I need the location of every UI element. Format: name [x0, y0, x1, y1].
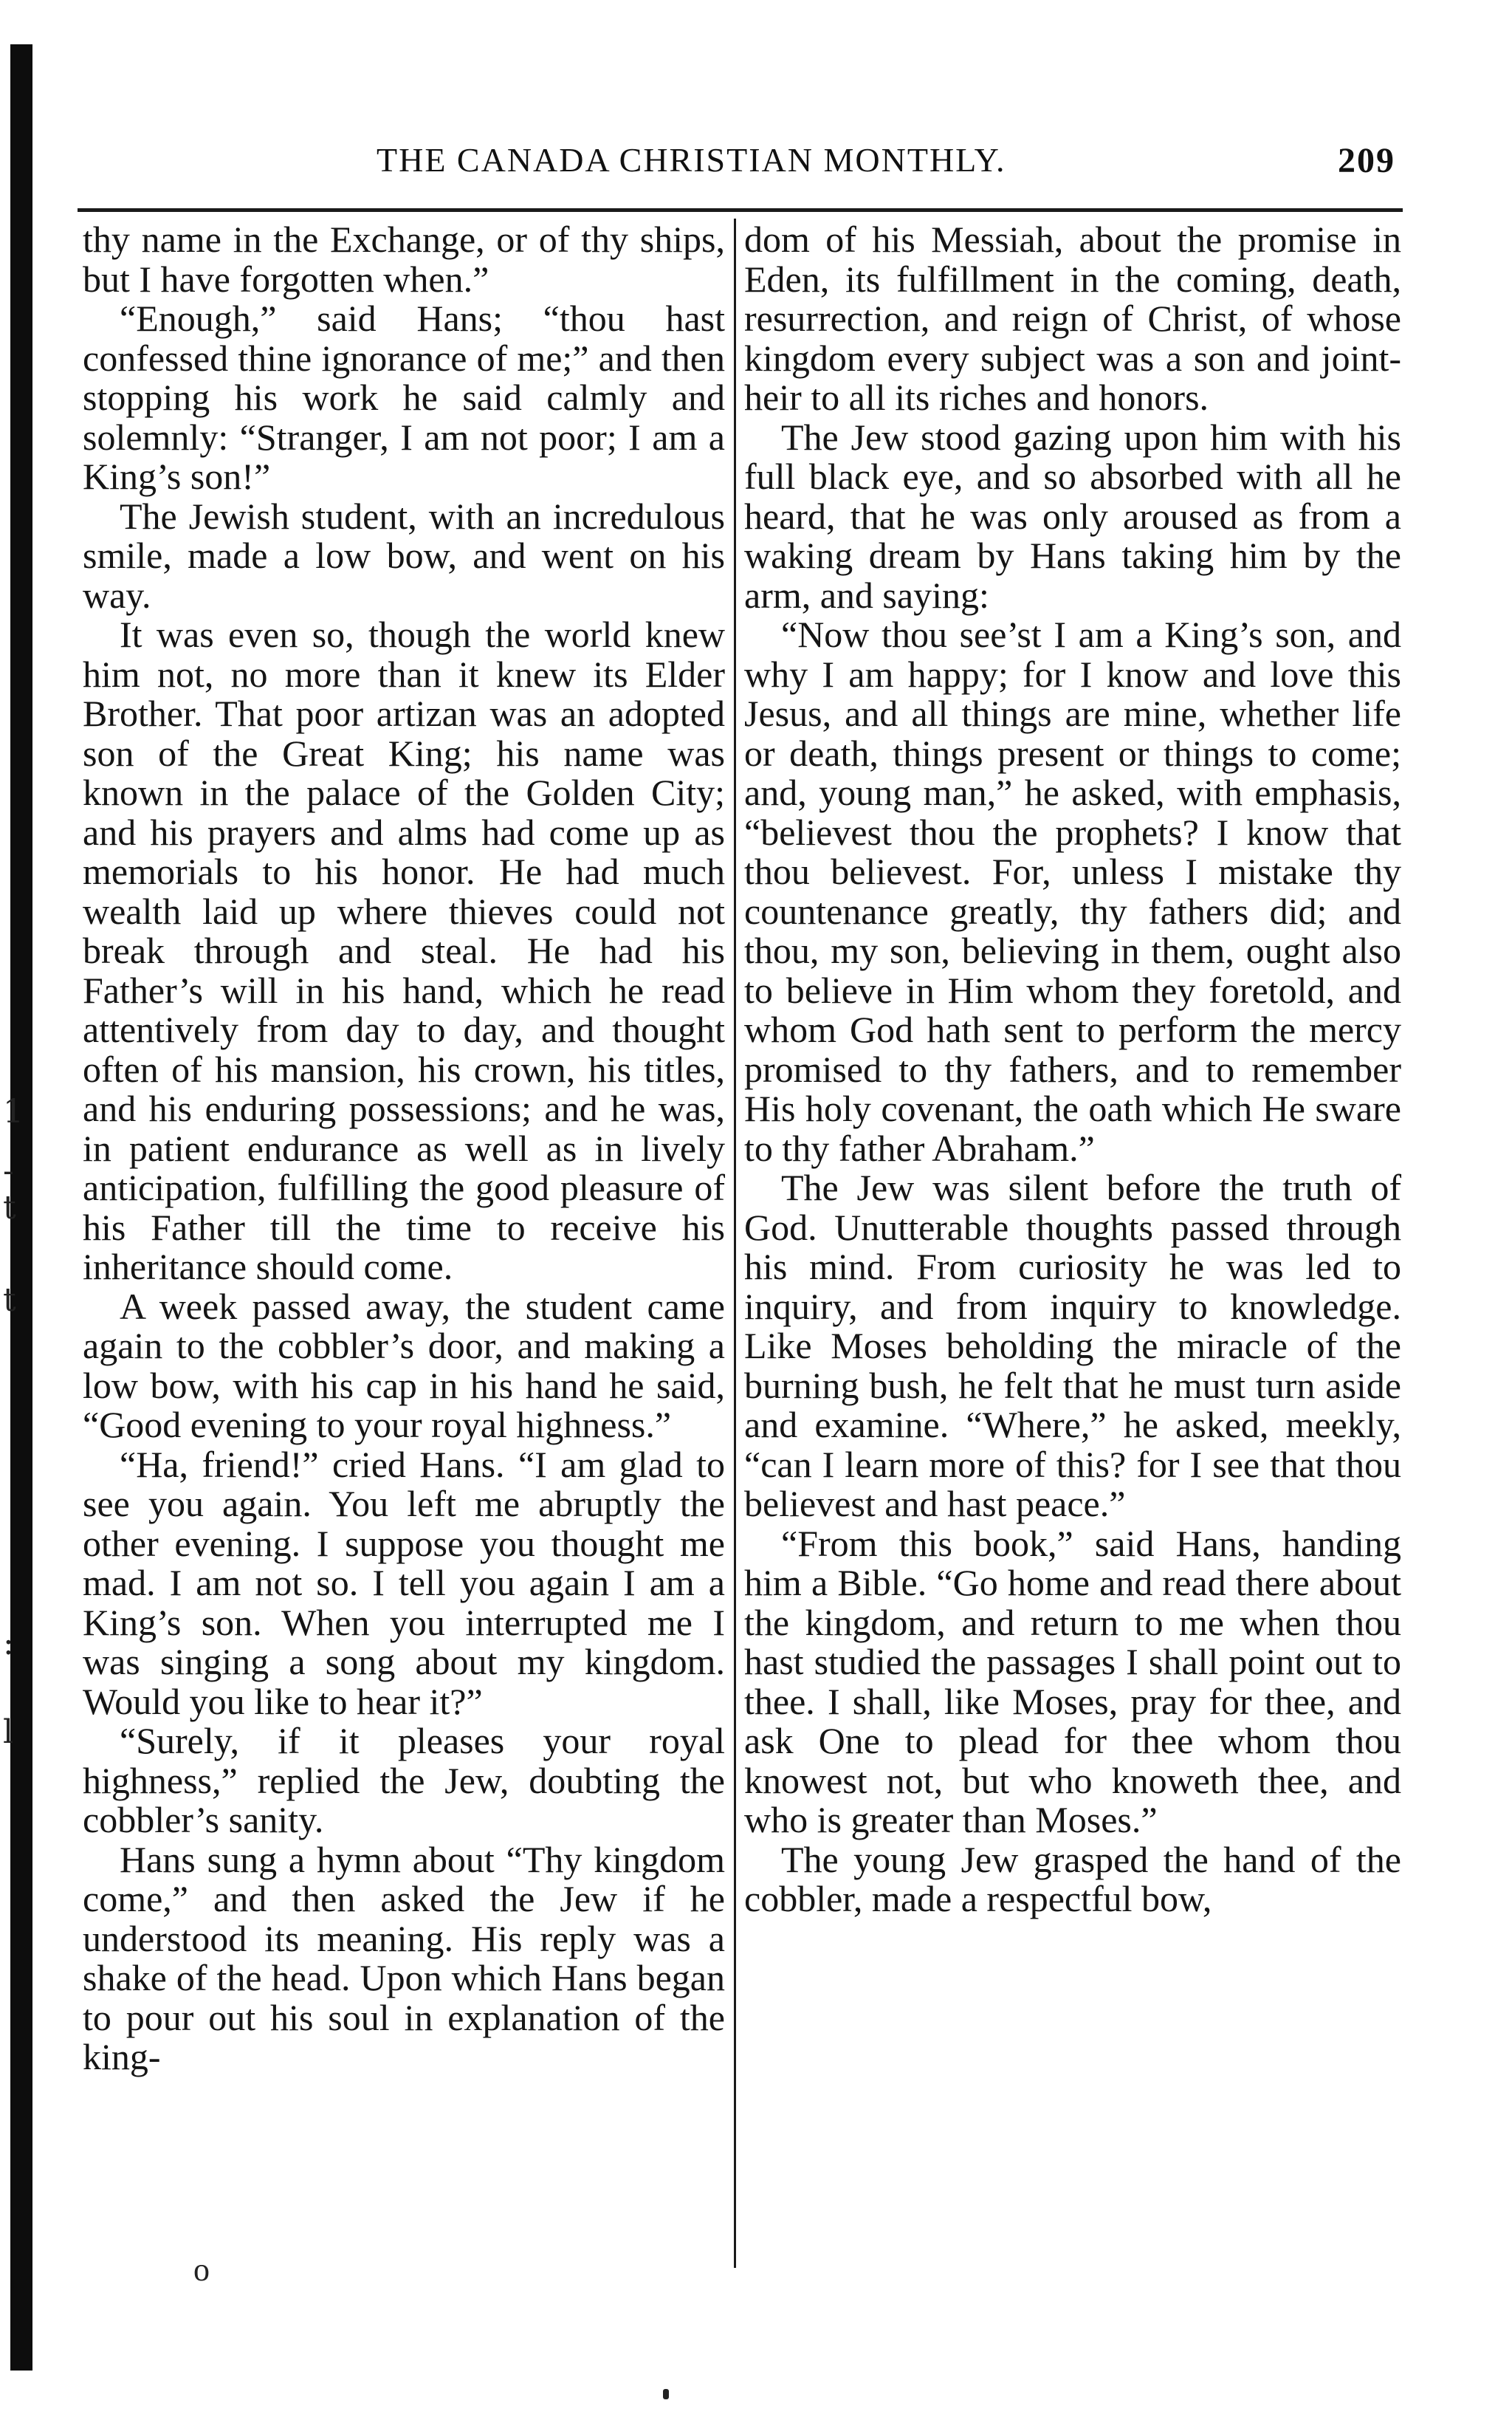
paragraph: “Ha, friend!” cried Hans. “I am glad to see you again. You left me abruptly the other evening. I suppose you thought me mad. I am not so. I tell you again I am a King’s son. When you interrupted me I was singing a song about my kingdom. Would you like to hear it?” [83, 1443, 725, 1722]
column-divider [734, 219, 736, 2268]
page-number: 209 [1338, 141, 1395, 180]
paragraph: “From this book,” said Hans, handing him a Bible. “Go home and read there about the kingdom, and return to me when thou hast studied the passages I shall point out to thee. I shall, like Moses, pray for thee, and ask One to plead for thee whom thou knowest not, but who knoweth thee, and who is greater than Moses.” [744, 1522, 1401, 1840]
paragraph: “Surely, if it pleases your royal highness,” replied the Jew, doubting the cobbler’s sanity. [83, 1720, 725, 1840]
left-column [83, 220, 725, 2077]
paragraph: Hans sung a hymn about “Thy kingdom come,” and then asked the Jew if he understood its meaning. His reply was a shake of the head. Upon which Hans began to pour out his soul in explanation of the king- [83, 1838, 725, 2077]
paragraph: thy name in the Exchange, or of thy ships, but I have forgotten when.” [83, 219, 725, 300]
print-speck [663, 2389, 669, 2399]
paragraph: It was even so, though the world knew him not, no more than it knew its Elder Brother. That poor artizan was an adopted son of the Great King; his name was known in the palace of the Golden City; and his prayers and alms had come up as memorials to his honor. He had much wealth laid up where thieves could not break through and steal. He had his Father’s will in his hand, which he read attentively from day to day, and thought often of his mansion, his crown, his titles, and his enduring possessions; and he was, in patient endurance as well as in lively anticipation, fulfilling the good pleasure of his Father till the time to receive his inheritance should come. [83, 614, 725, 1287]
margin-marks: 1 - t t : l [3, 1093, 24, 1751]
header-rule [78, 208, 1403, 212]
paragraph: A week passed away, the student came again to the cobbler’s door, and making a low bow, with his cap in his hand he said, “Good evening to your royal highness.” [83, 1285, 725, 1445]
paragraph: The Jew stood gazing upon him with his full black eye, and so absorbed with all he heard, that he was only aroused as from a waking dream by Hans taking him by the arm, and saying: [744, 416, 1401, 616]
paragraph: “Now thou see’st I am a King’s son, and why I am happy; for I know and love this Jesus, and all things are mine, whether life or death, things present or things to come; and, young man,” he asked, with emphasis, “believest thou the prophets? I know that thou believest. For, unless I mistake thy countenance greatly, thy fathers did; and thou, my son, believing in them, ought also to believe in Him whom they foretold, and whom God hath sent to perform the mercy promised to thy fathers, and to remember His holy covenant, the oath which He sware to thy father Abraham.” [744, 614, 1401, 1169]
paragraph: “Enough,” said Hans; “thou hast confessed thine ignorance of me;” and then stopping his work he said calmly and solemnly: “Stranger, I am not poor; I am a King’s son!” [83, 298, 725, 497]
signature-mark: o [193, 2252, 210, 2288]
paragraph: The young Jew grasped the hand of the cobbler, made a respectful bow, [744, 1838, 1401, 1919]
journal-title: THE CANADA CHRISTIAN MONTHLY. [377, 141, 1006, 179]
running-header [377, 140, 1395, 192]
paragraph: dom of his Messiah, about the promise in Eden, its fulfillment in the coming, death, resurrection, and reign of Christ, of whose kingdom every subject was a son and joint-heir to all its riches and honors. [744, 219, 1401, 418]
right-column [744, 220, 1401, 1919]
paragraph: The Jewish student, with an incredulous smile, made a low bow, and went on his way. [83, 495, 725, 616]
paragraph: The Jew was silent before the truth of God. Unutterable thoughts passed through his mind. From curiosity he was led to inquiry, and from inquiry to knowledge. Like Moses beholding the miracle of the burning bush, he felt that he must turn aside and examine. “Where,” he asked, meekly, “can I learn more of this? for I see that thou believest and hast peace.” [744, 1167, 1401, 1524]
